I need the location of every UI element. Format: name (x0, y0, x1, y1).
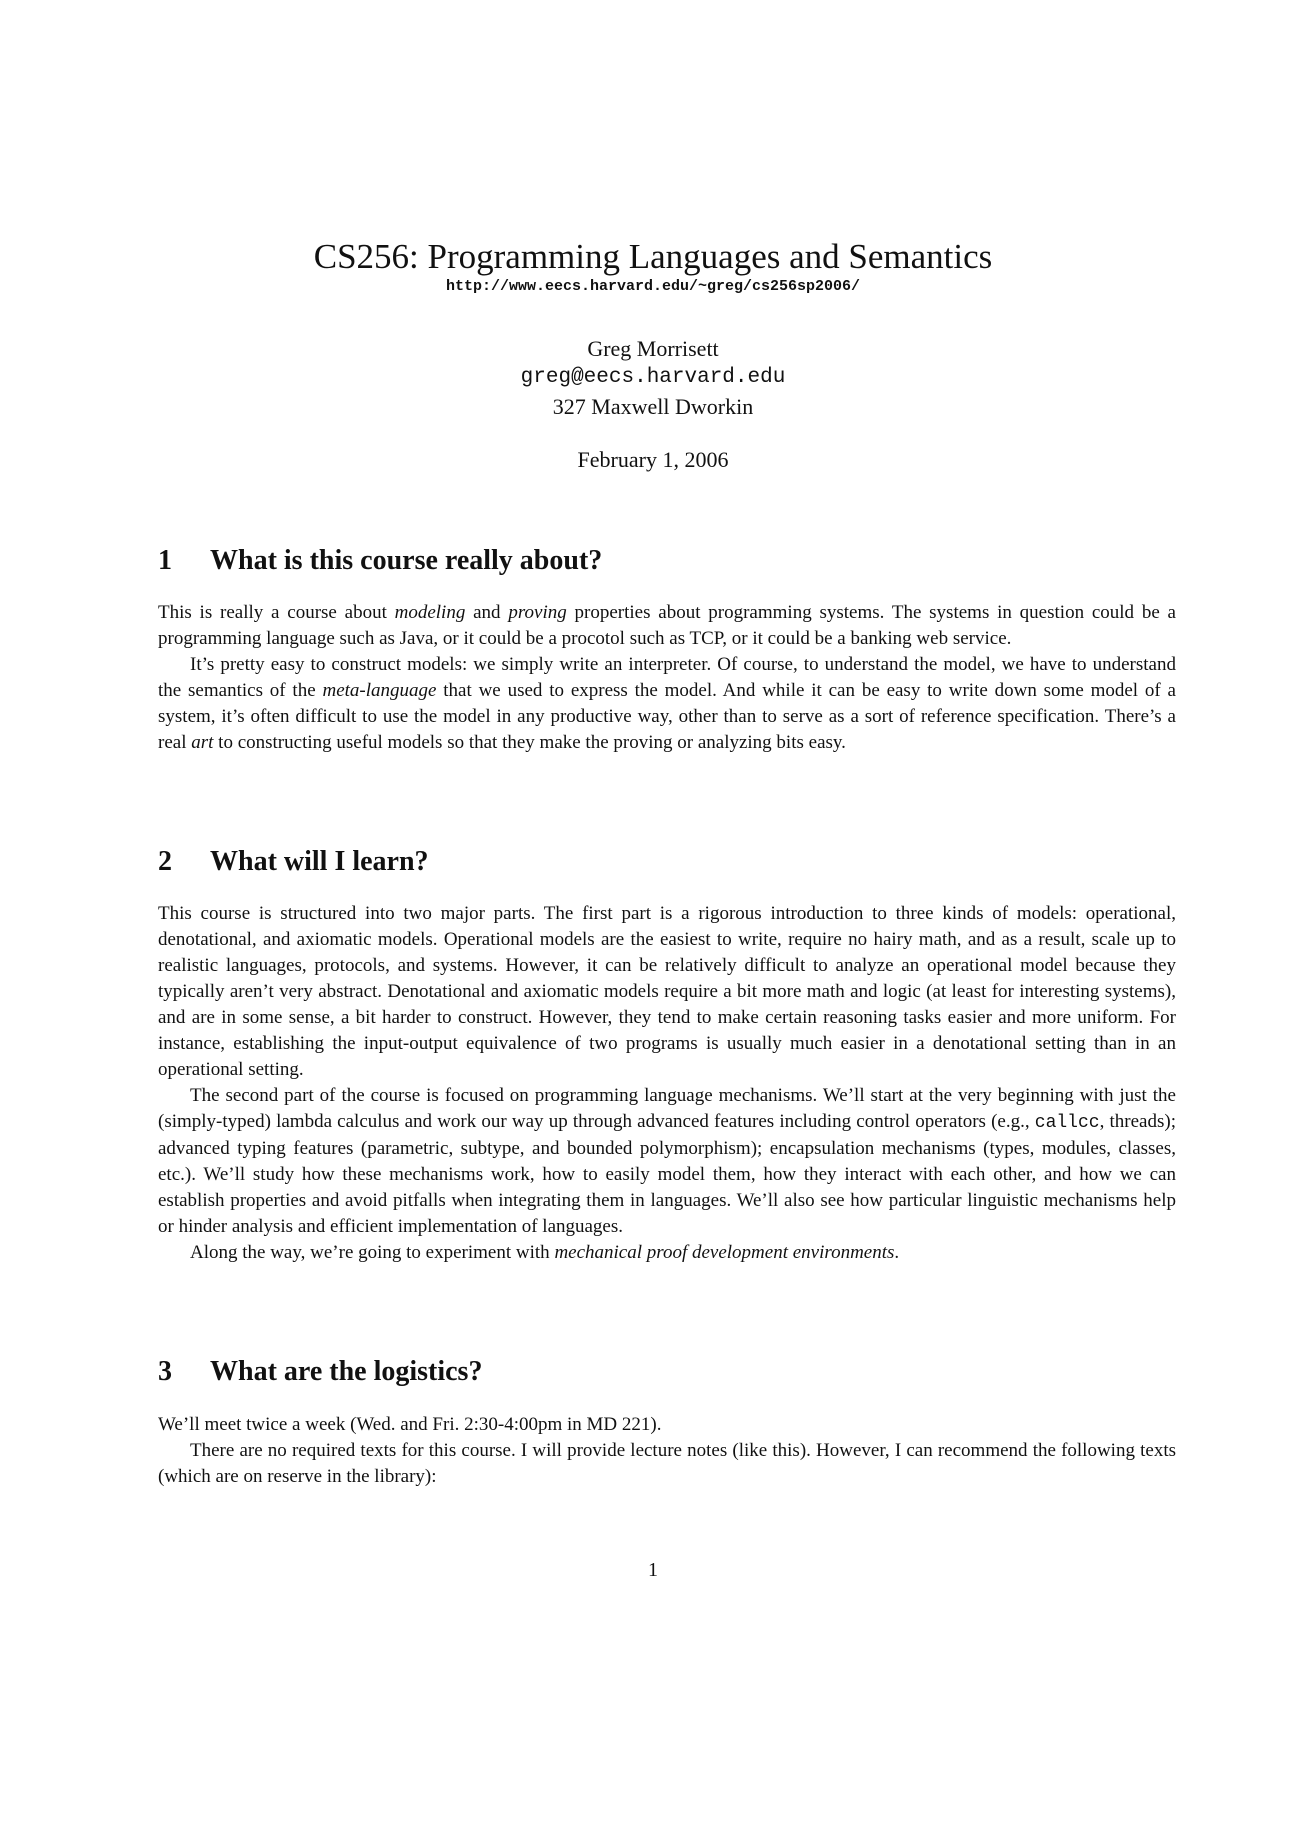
emphasis: art (191, 732, 214, 753)
section-title: What will I learn? (210, 846, 429, 877)
section-number: 1 (158, 545, 172, 576)
emphasis: modeling (394, 602, 466, 623)
page-number: 1 (648, 1559, 658, 1581)
emphasis: meta-language (322, 680, 437, 701)
section-title: What is this course really about? (210, 545, 603, 576)
course-url: http://www.eecs.harvard.edu/~greg/cs256sp2006/ (445, 278, 861, 295)
paragraph: It’s pretty easy to construct models: we simply write an interpreter. Of course, to understand the model, we have to understand the semantics of the meta-language that we used to express the model. And while it can be easy to write down some model of a system, it’s often difficult to use the model in any productive way, other than to serve as a sort of reference specification. There’s a real art to constructing useful models so that they make the proving or analyzing bits easy. (158, 654, 1176, 753)
author-name: Greg Morrisett (587, 336, 719, 361)
document-date: February 1, 2006 (577, 447, 729, 472)
paragraph: This course is structured into two major parts. The first part is a rigorous introduction to three kinds of models: operational, denotational, and axiomatic models. Operational models are the easiest to write, require no hairy math, and as a result, scale up to realistic languages, protocols, and systems. However, it can be relatively difficult to analyze an operational model because they typically aren’t very abstract. Denotational and axiomatic models require a bit more math and logic (at least for interesting systems), and are in some sense, a bit harder to construct. However, they tend to make certain reasoning tasks easier and more uniform. For instance, establishing the input-output equivalence of two programs is usually much easier in a denotational setting than in an operational setting. (158, 903, 1176, 1080)
section-3-heading (158, 1355, 1176, 1389)
paragraph: The second part of the course is focused on programming language mechanisms. We’ll start at the very beginning with just the (simply-typed) lambda calculus and work our way up through advanced features including control operators (e.g., callcc, threads); advanced typing features (parametric, subtype, and bounded polymorphism); encapsulation mechanisms (types, modules, classes, etc.). We’ll study how these mechanisms work, how to easily model them, how they interact with each other, and how we can establish properties and avoid pitfalls when integrating them in languages. We’ll also see how particular linguistic mechanisms help or hinder analysis and efficient implementation of languages. (158, 1085, 1176, 1237)
section-1-body (158, 600, 1176, 756)
code-inline: callcc (1034, 1113, 1100, 1133)
document-title: CS256: Programming Languages and Semantics (313, 237, 993, 276)
paragraph: We’ll meet twice a week (Wed. and Fri. 2:30-4:00pm in MD 221). (158, 1414, 662, 1435)
section-2-body (158, 901, 1176, 1266)
section-2-heading (158, 845, 1176, 879)
author-office: 327 Maxwell Dworkin (552, 394, 754, 419)
paragraph: Along the way, we’re going to experiment with mechanical proof development environments. (190, 1242, 900, 1263)
section-3-body (158, 1412, 1176, 1490)
author-email: greg@eecs.harvard.edu (520, 366, 786, 389)
emphasis: mechanical proof development environments (554, 1242, 895, 1263)
author-block (0, 334, 1306, 421)
section-number: 3 (158, 1356, 172, 1387)
title-block (0, 236, 1306, 296)
emphasis: proving (508, 602, 567, 623)
section-number: 2 (158, 846, 172, 877)
section-1-heading (158, 544, 1176, 578)
section-title: What are the logistics? (210, 1356, 483, 1387)
paragraph: There are no required texts for this course. I will provide lecture notes (like this). However, I can recommend the following texts (which are on reserve in the library): (158, 1440, 1176, 1487)
paragraph: This is really a course about modeling and proving properties about programming systems. The systems in question could be a programming language such as Java, or it could be a procotol such as TCP, or it could be a banking web service. (158, 602, 1176, 649)
